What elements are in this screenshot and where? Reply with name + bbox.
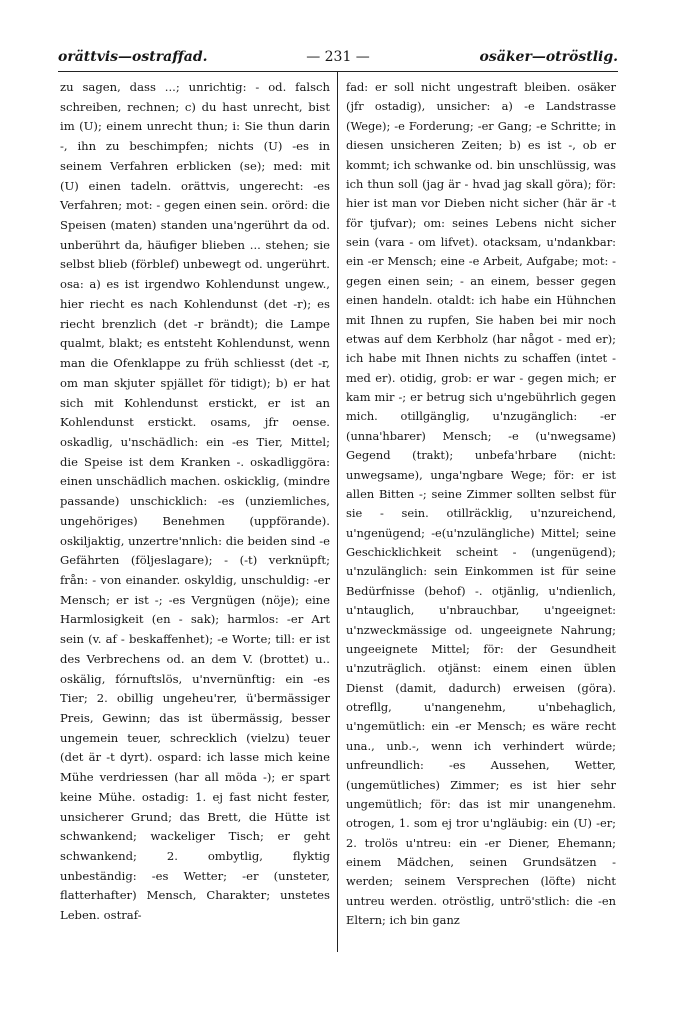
header-right-guideword: osäker—otröstlig. — [479, 49, 618, 65]
column-divider — [337, 72, 338, 952]
page-number: — 231 — — [306, 49, 370, 65]
right-column-text: fad: er soll nicht ungestraft bleiben. osäker (jfr ostadig), unsicher: a) -e Landstrasse (Wege); -e Forderung; -er Gang; -e Schritte; in diesen unsicheren Zeiten; b) es ist -, ob er kommt; ich schwanke od. bin unschlüssig, was ich thun soll (jag är - hvad jag skall göra); för: hier ist man vor Dieben nicht sicher (här är -t för tjufvar); om: seines Lebens nicht sicher sein (vara - om lifvet). otacksam, u'ndankbar: ein -er Mensch; eine -e Arbeit, Aufgabe; mot: - gegen einen sein; - an einem, besser gegen einen handeln. otaldt: ich habe ein Hühnchen mit Ihnen zu rupfen, Sie haben bei mir noch etwas auf dem Kerbholz (har något - med er); ich habe mit Ihnen nichts zu schaffen (intet - med er). otidig, grob: er war - gegen mich; er kam mir -; er betrug sich u'ngebührlich gegen mich. otillgänglig, u'nzugänglich: -er (unna'hbarer) Mensch; -e (u'nwegsame) Gegend (trakt); unbefa'hrbare (nicht: unwegsame), unga'ngbare Wege; för: er ist allen Bitten -; seine Zimmer sollten selbst für sie - sein. otillräcklig, u'nzureichend, u'ngenügend; -e(u'nzulängliche) Mittel; seine Geschicklichkeit scheint - (ungenügend); u'nzulänglich: sein Einkommen ist für seine Bedürfnisse (behof) -. otjänlig, u'ndienlich, u'ntauglich, u'nbrauchbar, u'ngeeignet: u'nzweckmässige od. ungeeignete Nahrung; ungeeignete Mittel; för: der Gesundheit u'nzuträglich. otjänst: einem einen üblen Dienst (damit, dadurch) erweisen (göra). otrefllg, u'nangenehm, u'nbehaglich, u'ngemütlich: ein -er Mensch; es wäre recht una., unb.-, wenn ich verhindert würde; unfreundlich: -es Aussehen, Wetter, (ungemütliches) Zimmer; es ist hier sehr ungemütlich; för: das ist mir unangenehm. otrogen, 1. som ej tror u'ngläubig: ein (U) -er; 2. trolös u'ntreu: ein -er Diener, Ehemann; einem Mädchen, seinen Grundsätzen - werden; seinem Versprechen (löfte) nicht untreu werden. otröstlig, untrö'stlich: die -en Eltern; ich bin ganz — [346, 80, 616, 928]
header-rule — [58, 71, 618, 72]
left-column-text: zu sagen, dass ...; unrichtig: - od. falsch schreiben, rechnen; c) du hast unrecht, bist im (U); einem unrecht thun; i: Sie thun darin -, ihn zu beschimpfen; nichts (U) -es in seinem Verfahren erblicken (se); med: mit (U) einen tadeln. orättvis, ungerecht: -es Verfahren; mot: - gegen einen sein. orörd: die Speisen (maten) standen una'ngerührt da od. unberührt da, häufiger blieben ... stehen; sie selbst blieb (förblef) unbewegt od. ungerührt. osa: a) es ist irgendwo Kohlendunst ungew., hier riecht es nach Kohlendunst (det -r); es riecht brenzlich (det -r brändt); die Lampe qualmt, blakt; es entsteht Kohlendunst, wenn man die Ofenklappe zu früh schliesst (det -r, om man skjuter spjället för tidigt); b) er hat sich mit Kohlendunst erstickt, er ist an Kohlendunst erstickt. osams, jfr oense. oskadlig, u'nschädlich: ein -es Tier, Mittel; die Speise ist dem Kranken -. oskadliggöra: einen unschädlich machen. oskicklig, (mindre passande) unschicklich: -es (unziemliches, ungehöriges) Benehmen (uppförande). oskiljaktig, unzertre'nnlich: die beiden sind -e Gefährten (följeslagare); - (-t) verknüpft; från: - von einander. oskyldig, unschuldig: -er Mensch; er ist -; -es Vergnügen (nöje); eine Harmlosigkeit (en - sak); harmlos: -er Art sein (v. af - beskaffenhet); -e Worte; till: er ist des Verbrechens od. an dem V. (brottet) u.. oskälig, fórnuftslös, u'nvernünftig: ein -es Tier; 2. obillig ungeheu'rer, ü'bermässiger Preis, Gewinn; das ist übermässig, besser ungemein teuer, schrecklich (vielzu) teuer (det är -t dyrt). ospard: ich lasse mich keine Mühe verdriessen (har all möda -); er spart keine Mühe. ostadig: 1. ej fast nicht fester, unsicherer Grund; das Brett, die Hütte ist schwankend; wackeliger Tisch; er geht schwankend; 2. ombytlig, flyktig unbeständig: -es Wetter; -er (unsteter, flatterhafter) Mensch, Charakter; unstetes Leben. ostraf- — [60, 80, 330, 923]
left-column — [60, 78, 330, 926]
right-column — [346, 78, 616, 931]
page-header — [58, 46, 618, 68]
header-left-guideword: orättvis—ostraffad. — [58, 49, 208, 65]
